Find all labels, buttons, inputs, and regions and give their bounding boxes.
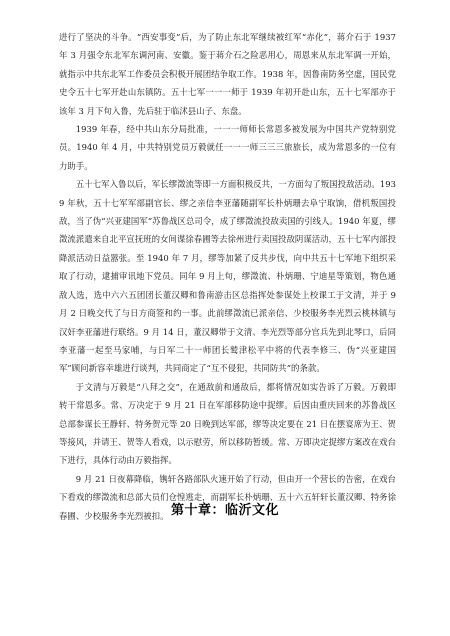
body-text: [59, 28, 396, 525]
paragraph-4: 于文清与万毅是“八拜之交”，在通敌前和通敌后，都将情况如实告诉了万毅。万毅即转干常恩多。常、万决定于 9 月 21 日在军部移防途中捉缪。后因由重庆回来的苏鲁战区总部参谋长王静轩、特务贺元等 20 日晚到达军部，缪等决定要在 21 日在摆宴席为王、贺等接风，并请王、贺等人看戏，以示慰劳，所以移防暂缓。常、万即决定捉缪方案改在戏台下进行，具体行动由万毅指挥。: [59, 381, 396, 466]
paragraph-3: 五十七军入鲁以后，军长缪澂流等即一方面积极反共，一方面勾了叛国投敌活动。1939 年秋，五十七军军部副官长、缪之亲信李亚藩随副军长朴炳珊去阜宁取饷，借机叛国投敌，当了伪“兴亚建国军”苏鲁战区总司令，成了缪澂流投敌卖国的引线人。1940 年夏，缪澂流派遣来自北平宣抚班的女间谍徐春圃等去徐州进行卖国投敌阴谋活动，五十七军内部投降派活动日益嚣张。至 1940 年 7 月，缪等加紧了反共步伐，向中共五十七军地下组织采取了行动，逮捕审讯地下党员。同年 9 月上旬，缪澂流、朴炳珊、宁迪星等策划，物色通敌人选，选中六六五团团长董汉卿和鲁南游击区总指挥处参谋处上校课工于文清，并于 9 月 2 日晚交代了与日方商签和约一事。此前缪澂流已派亲信、少校服务李光烈云桃林镇与汉奸李亚藩进行联络。9 月 14 日，董汉卿带于文清、李光烈等部分官兵先到北琴口，后同李亚藩一起至马家哺，与日军二十一师团长鹫津松平中将的代表李修三、伪“兴亚建国军”顾问新容幸雄进行谈判，共同商定了“互不侵犯，共同防共”的条款。: [59, 179, 396, 374]
paragraph-2: 1939 年春，经中共山东分局批准，一一一师师长常恩多被发展为中国共产党特别党员。1940 年 4 月，中共特别党员万毅就任一一一师三三三旅旅长，成为常恩多的一位有力助手。: [59, 124, 396, 171]
paragraph-1: 进行了坚决的斗争。“西安事变”后，为了防止东北军继续被红军“赤化”，蒋介石于 1937 年 3 月强令东北军东调河南、安徽。鉴于蒋介石之险恶用心，周恩来从东北军调一开始，就指示中共东北军工作委员会积极开展团结争取工作。1938 年，因鲁南防务空虚，国民党史令五十七军开赴山东镇防。五十七军一一一师于 1939 年初开赴山东，五十七军部亦于该年 3 月下旬入鲁，先后驻于临沭县山子、东盘。: [59, 32, 396, 116]
paragraph-5: 9 月 21 日夜幕降临，镌轩各路部队火速开始了行动，但由开一个营长的告密，在戏台下看戏的缪澂流和总部大员们仓惶逃走，而副军长朴炳珊、五十六五轩轩长董汉卿、特务徐春圃、少校服务李光烈被扣。: [59, 473, 396, 521]
chapter-heading: 第十章：临沂文化: [170, 503, 279, 518]
